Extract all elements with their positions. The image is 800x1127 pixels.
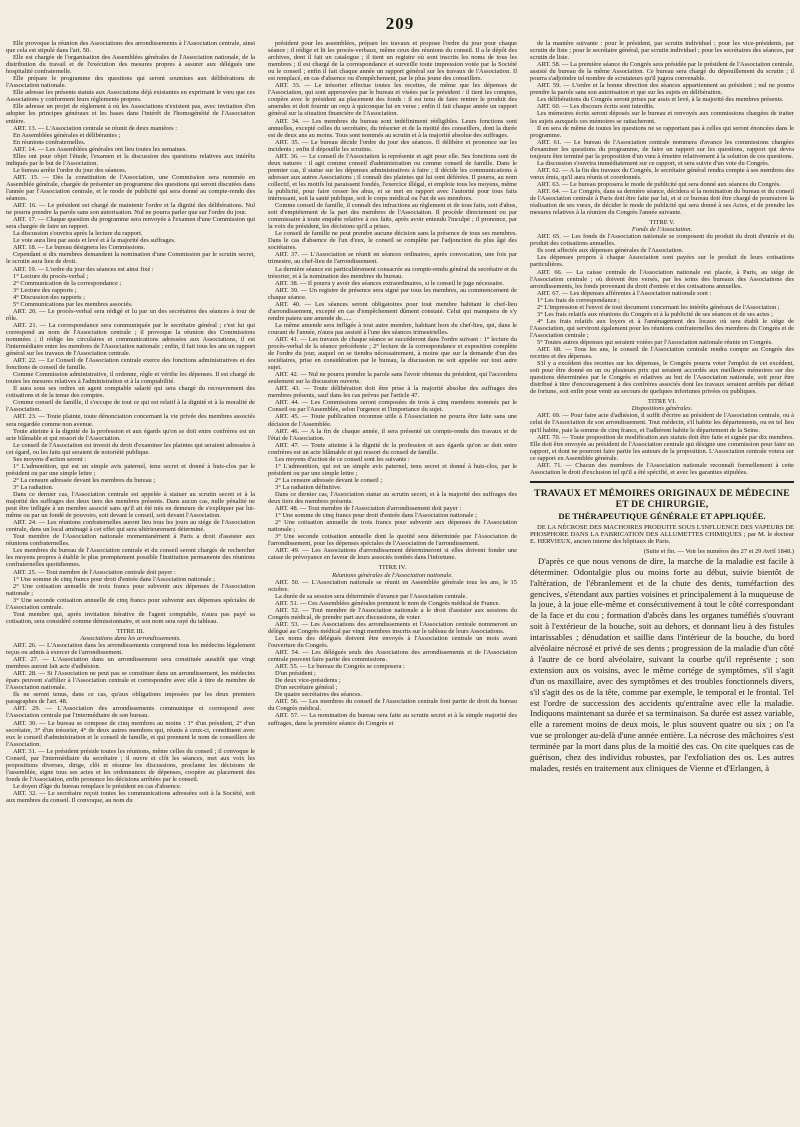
paragraph: ART. 47. — Toute atteinte à la dignité de la profession et aux égards qu'on se doit entre confrères est un acte blâmable et qui ressort du conseil de famille. xyxy=(268,441,517,456)
paragraph: ART. 53. — Les Associations des arrondissements et l'Association centrale nommeront un délégué au Congrès médical par vingt membres inscrits sur le tableau de leurs Associations. xyxy=(268,620,517,635)
paragraph: 1° Lecture du procès-verbal ; xyxy=(13,272,89,280)
paragraph: Dans ce dernier cas, l'Association statue au scrutin secret, et à la majorité des suffrages des deux tiers des membres présents. xyxy=(268,491,517,506)
paragraph: ART. 65. — Les fonds de l'Association nationale se composent du produit du droit d'entrée et du produit des cotisations annuelles. xyxy=(530,233,794,248)
paragraph: 1° Une somme de cinq francs pour droit d'entrée dans l'Association nationale ; xyxy=(13,575,215,583)
article-body: D'après ce que nous venons de dire, la marche de la maladie est facile à déterminer. Odontalgie plus ou moins forte au début, suivie bientôt de l'altération, de l'ébranlement et de la chute des dents, tuméfaction des gencives, s'étendant aux parties voisines et principalement à la muqueuse de la joue, à la joue elle-même et consécutivement à tout le côté correspondant de la face et du cou ; formation d'abcès dans les organes tuméfiés s'ouvrant soit à l'extérieur de la bouche, soit au dehors, et donnant lieu à des fistules intarissables ; dénudation et saillie dans l'intérieur de la bouche, du bord alvéolaire nécrosé et privé de ses dents ; progression de la maladie d'un côté à l'autre de ce bord alvéolaire, suivant la courbe qu'il représente ; son extension aux os voisins, avec le même cortége de symptômes, s'il s'agit d'un os maxillaire, avec des symptômes et des troubles fonctionnels divers, s'il s'agit des os de la tête, comme par exemple, le temporal et le frontal. Tel est l'ordre de succession des accidents qu'entraîne avec elle la maladie. Indiquons maintenant sa durée et sa terminaison. Sa durée est assez variable, elle a rarement moins de deux mois, le plus souvent quatre ou six ; on l'a vue se prolonger au-delà d'une année entière. La nécrose des mâchoires s'est terminée par la mort dans plus de la moitié des cas. On cite quelques cas de guérison, chez des individus robustes, par l'exfoliation des os. Les autres malades, restés en traitement aux cliniques de Vienne et d'Erlangen, à xyxy=(530,555,794,774)
paragraph: ART. 36. — Le conseil de l'Association la représente et agit pour elle. Ses fonctions sont de deux natures : il agit comme conseil d'administration ou comme conseil de famille. Dans le premier cas, il statue sur les dépenses administratives à faire ; il décide les communications à adresser aux autres Associations ; il connaît des plaintes qui lui sont déférées. Il pourra, au nom collectif, et les motifs lui paraissent fondés, l'exercice illégal, et emploie tous les moyens, même la publicité, pour faire cesser les abus, et se met en rapport avec l'autorité pour tous faits intéressant, soit la santé publique, soit le corps médical ou l'un de ses membres. xyxy=(268,152,517,203)
paragraph: ART. 39. — Un registre de présence sera signé par tous les membres, au commencement de chaque séance. xyxy=(268,286,517,301)
paragraph: ART. 60. — Les discours écrits sont interdits. xyxy=(537,103,655,111)
paragraph: ART. 59. — L'ordre et la bonne direction des séances appartiennent au président ; nul ne pourra prendre la parole sans son autorisation et que sur les sujets en délibération. xyxy=(530,82,794,97)
statute-paragraphs-titre4 xyxy=(268,579,517,727)
paragraph: président pour les assemblées, prépare les travaux et propose l'ordre du jour pour chaque séance ; il rédige et lit les procès-verbaux, même ceux des réunions du conseil. Il a le dépôt des archives, dont il fait un catalogue ; il tient un registre où sont inscrits les noms de tous les membres ; il est chargé de la correspondance et surveille toute impression votée par la Société ou le conseil ; enfin il fait chaque année un rapport général sur les travaux de l'Association. Il est remplacé, en cas d'absence ou d'empêchement, par le plus jeune des conseillers. xyxy=(268,40,517,83)
paragraph: ART. 20. — Le procès-verbal sera rédigé et lu par un des secrétaires des séances à tour de rôle. xyxy=(6,307,255,322)
paragraph: ART. 45. — Toute publication reconnue utile à l'Association ne pourra être faite sans une décision de l'Assemblée. xyxy=(268,413,517,428)
column-middle xyxy=(268,40,517,1123)
paragraph: Toute atteinte à la dignité de la profession et aux égards qu'on se doit entre confrères est un acte blâmable et qui ressort de l'Association. xyxy=(6,427,255,442)
paragraph: 3° La radiation définitive. xyxy=(275,483,342,491)
paragraph: 3° La radiation. xyxy=(13,483,54,491)
paragraph: ART. 56. — Les membres du conseil de l'Association centrale font partie de droit du bureau du Congrès médical. xyxy=(268,698,517,713)
paragraph: 5° Toutes autres dépenses qui seraient votées par l'Association nationale réunie en Congrès. xyxy=(537,338,773,346)
paragraph: Les membres du bureau de l'Association centrale et du conseil seront chargés de rechercher les moyens propres à établir le plus promptement possible l'institution permanente des réunions confraternelles quotidiennes. xyxy=(6,547,255,569)
paragraph: S'il y a excédent des recettes sur les dépenses, le Congrès pourra voter l'emploi de cet excédent, soit pour être donné en un ou plusieurs prix qui seraient accordés aux meilleurs mémoires sur des questions déterminées par le Congrès et relatives au but de l'Association nationale, soit pour être distribué à titre d'encouragement à des confrères associés dont les travaux seraient arrêtés par défaut de fortune, soit enfin pour venir au secours de quelques infortunes privées ou publiques. xyxy=(530,360,794,396)
paragraph: ART. 70. — Toute proposition de modification aux statuts doit être faite et signée par dix membres. Elle doit être envoyée au président de l'Association centrale qui désigne une commission pour faire un rapport, et dont ne pourront faire partie les auteurs de la proposition. L'Association centrale votera sur ce rapport en Assemblée générale. xyxy=(530,433,794,462)
paragraph: 3° Les frais relatifs aux réunions du Congrès et à la publicité de ses séances et de ses actes ; xyxy=(537,310,773,318)
paragraph: ART. 13. — L'Association centrale se réunit de deux manières : xyxy=(13,124,178,132)
paragraph: La dernière séance est particulièrement consacrée au compte-rendu général du secrétaire et du trésorier, et à la nomination des membres du bureau. xyxy=(268,265,517,280)
paragraph: ART. 14. — Les Assemblées générales ont lieu toutes les semaines. xyxy=(13,145,187,153)
paragraph: Les mémoires écrits seront déposés sur le bureau et renvoyés aux commissions chargées de traiter les sujets auxquels ces mémoires se rattacheront. xyxy=(530,110,794,125)
paragraph: ART. 29. — L'Association des arrondissements communique et correspond avec l'Association centrale par l'intermédiaire de son bureau. xyxy=(6,705,255,720)
paragraph: ART. 43. — Toute délibération doit être prise à la majorité absolue des suffrages des membres présents, sauf dans les cas prévus par l'article 47. xyxy=(268,385,517,400)
paragraph: ART. 41. — Les travaux de chaque séance se succéderont dans l'ordre suivant : 1° lecture du procès-verbal de la séance précédente ; 2° lecture de la correspondance et exposition complète de l'ordre du jour, auquel on se tiendra nécessairement, à moins que sur la demande d'un des sociétaires, prise en considération par le bureau, la discussion ne soit appelée sur tout autre sujet. xyxy=(268,335,517,372)
paragraph: ART. 22. — Le Conseil de l'Association centrale exerce des fonctions administratives et des fonctions de conseil de famille. xyxy=(6,357,255,372)
paragraph: ART. 54. — Les délégués seuls des Associations des arrondissements et de l'Association centrale peuvent faire partie des commissions. xyxy=(268,649,517,664)
paragraph: Dans ce dernier cas, l'Association centrale est appelée à statuer au scrutin secret et à la majorité des suffrages des deux tiers des membres présents. Dans aucun cas, nulle pénalité ne peut être infligée à un membre associé sans qu'il ait été mis en demeure de s'expliquer par lui-même ou par un fondé de pouvoirs, soit devant le conseil, soit devant l'Association. xyxy=(6,491,255,520)
paragraph: Les moyens d'action de ce conseil sont les suivants : xyxy=(275,455,410,463)
article-continuation-note: (Suite et fin. — Voir les numéros des 27 et 29 Avril 1848.) xyxy=(643,547,794,555)
paragraph: ART. 25. — Tout membre de l'Association centrale doit payer : xyxy=(13,568,176,576)
paragraph: ART. 51. — Ces Assemblées générales prennent le nom de Congrès médical de France. xyxy=(275,599,501,607)
paragraph: ART. 52. — Tout membre de l'Association nationale a le droit d'assister aux sessions du Congrès médical, de prendre part aux discussions, de voter. xyxy=(268,606,517,621)
statute-paragraphs-titre6 xyxy=(530,412,794,475)
article-lead: DE LA NÉCROSE DES MACHOIRES PRODUITE SOUS L'INFLUENCE DES VAPEURS DE PHOSPHORE DANS LA FABRICATION DES ALLUMETTES CHIMIQUES ; par M. le docteur E. HERVIEUX, ancien interne des hôpitaux de Paris. xyxy=(530,523,794,546)
paragraph: ART. 49. — Les Associations d'arrondissement détermineront si elles doivent fonder une caisse de prévoyance en faveur de leurs associés tombés dans l'infortune. xyxy=(268,547,517,562)
paragraph: En réunions confraternelles. xyxy=(13,138,86,146)
paragraph: D'un secrétaire général ; xyxy=(275,684,338,692)
paragraph: 2° Communication de la correspondance ; xyxy=(13,279,122,287)
paragraph: ART. 15. — Dès la constitution de l'Association, une Commission sera nommée en Assemblée générale, chargée de présenter un programme des questions qui seront discutées dans l'année par l'Association centrale, et le mode de publicité qui sera donné au compte-rendu des séances. xyxy=(6,173,255,203)
paragraph: 3° Une seconde cotisation annuelle de cinq francs pour subvenir aux dépenses spéciales de l'Association centrale. xyxy=(6,596,255,611)
section-divider xyxy=(530,481,794,483)
paragraph: ART. 69. — Pour faire acte d'adhésion, il suffit d'écrire au président de l'Association centrale, ou à celui de l'Association de son arrondissement. Tout médecin, s'il habite les départements, ou en tel lieu qu'il habite, paie la somme de cinq francs, et l'adhérent habite le département de la Seine. xyxy=(530,412,794,434)
titre-4-subheading: Réunions générales de l'Association nationale. xyxy=(332,571,453,579)
paragraph: Le conseil de famille ne peut prendre aucune décision sans la présence de tous ses membres. Dans le cas d'absence de l'un d'eux, le conseil se complète par l'adjonction du plus âgé des sociétaires. xyxy=(268,230,517,252)
paragraph: 2° L'impression et l'envoi de tout document concernant les intérêts généraux de l'Association ; xyxy=(537,303,780,311)
paragraph: ART. 64. — Le Congrès, dans sa dernière séance, décidera si la nomination du bureau et du conseil de l'Association centrale à Paris doit être faite par lui, et si ce bureau doit être chargé de poursuivre la réalisation de ses vœux, de décider le mode de publicité qui sera donné à ses Actes, et de prendre les mesures relatives à la réunion du Congrès l'année suivante. xyxy=(530,187,794,217)
paragraph: Les noms des délégués doivent être envoyés à l'Association centrale un mois avant l'ouverture du Congrès. xyxy=(268,634,517,649)
paragraph: 1° L'admonition, qui est un simple avis paternel, tenu secret et donné à huis-clos, par le président ou par une simple lettre ; xyxy=(268,462,517,477)
titre-6-heading: TITRE VI. xyxy=(647,398,677,406)
paragraph: ART. 61. — Le bureau de l'Association centrale nommera d'avance les commissions chargées d'examiner les questions du programme, de faire un rapport sur les questions, rapport qui devra toujours être terminé par la proposition d'un vœu à émettre relativement à la solution de ces questions. xyxy=(530,138,794,160)
paragraph: Les délibérations du Congrès seront prises par assis et levé, à la majorité des membres présents. xyxy=(537,96,784,104)
paragraph: ART. 37. — L'Association se réunit en séances ordinaires, après convocation, une fois par trimestre, au chef-lieu de l'arrondissement. xyxy=(268,251,517,266)
column-right xyxy=(530,40,794,1123)
paragraph: ART. 26. — L'Association dans les arrondissements comprend tous les médecins légalement reçus ou admis à exercer de l'arrondissement. xyxy=(6,641,255,657)
paragraph: ART. 21. — La correspondance sera communiquée par le secrétaire général ; c'est lui qui correspond au nom de l'Association centrale ; il provoque la réunion des Commissions nommées ; il rédige les circulaires et communications adressées aux Associations, il est l'intermédiaire entre les membres de l'Association nationale ; enfin, il fait tous les ans un rapport général sur les travaux de l'Association centrale. xyxy=(6,321,255,358)
paragraph: Elle adresse les présents statuts aux Associations déjà existantes en exprimant le vœu que ces Associations y conforment leurs règlements propres. xyxy=(6,89,255,104)
paragraph: 2° La censure adressée devant le conseil ; xyxy=(275,476,383,484)
paragraph: Le vote aura lieu par assis et levé et à la majorité des suffrages. xyxy=(13,237,176,245)
paragraph: ART. 58. — La première séance du Congrès sera présidée par le président de l'Association centrale, assisté du bureau de la même Association. Ce bureau sera chargé du dépouillement du scrutin ; il pourra s'adjoindre tel nombre de scrutateurs qu'il jugera convenable. xyxy=(530,61,794,83)
paragraph: Comme Commission administrative, il ordonne, règle et vérifie les dépenses. Il est chargé de toutes les mesures relatives à l'administration et à la comptabilité. xyxy=(6,371,255,386)
paragraph: de la manière suivante : pour le président, par scrutin individuel ; pour les vice-présidents, par scrutin de liste ; pour le secrétaire général, par scrutin individuel ; pour les secrétaires des séances, par scrutin de liste. xyxy=(530,40,794,62)
paragraph: ART. 67. — Les dépenses afférentes à l'Association nationale sont : xyxy=(537,289,712,297)
paragraph: Elle provoque la réunion des Associations des arrondissements à l'Association centrale, ainsi que cela est stipulé dans l'art. 50. xyxy=(6,40,255,55)
paragraph: ART. 46. — A la fin de chaque année, il sera présenté un compte-rendu des travaux et de l'état de l'Association. xyxy=(268,427,517,442)
paragraph: La même amende sera infligée à tout autre membre, habitant hors du chef-lieu, qui, dans le courant de l'année, n'aura pas assisté à l'une des séances trimestrielles. xyxy=(268,321,517,336)
paragraph: Tout membre qui, après invitation itérative de l'agent comptable, n'aura pas payé sa cotisation, sera considéré comme démissionnaire, et son nom sera rayé du tableau. xyxy=(6,610,255,625)
paragraph: ART. 68. — Tous les ans, le conseil de l'Association centrale rendra compte au Congrès des recettes et des dépenses. xyxy=(530,346,794,361)
paragraph: ART. 63. — Le bureau proposera le mode de publicité qui sera donné aux séances du Congrès. xyxy=(537,180,781,188)
statute-paragraphs-titre3 xyxy=(6,642,255,804)
paragraph: ART. 28. — Si l'Association ne peut pas se constituer dans un arrondissement, les médecins épars peuvent s'affilier à l'Association centrale et correspondre avec elle à titre de membre de l'Association nationale. xyxy=(6,670,255,692)
titre-5-subheading: Fonds de l'Association. xyxy=(631,226,693,234)
paragraph: Elle adresse un projet de règlement à où les Associations n'existent pas, avec invitation d'en adopter les principes généraux et les bases dans l'intérêt de l'homogénéité de l'Association entière. xyxy=(6,103,255,125)
paragraph: ART. 17. — Chaque question du programme sera renvoyée à l'examen d'une Commission qui sera chargée de faire un rapport. xyxy=(6,216,255,231)
paragraph: Elle prépare le programme des questions qui seront soumises aux délibérations de l'Association nationale. xyxy=(6,75,255,90)
paragraph: ART. 71. — Chacun des membres de l'Association nationale reconnaît formellement à cette Association le droit d'exclusion tel qu'il a été spécifié, et avec les garanties stipulées. xyxy=(530,461,794,476)
section-title-line-3: DE THÉRAPEUTIQUE GÉNÉRALE ET APPLIQUÉE. xyxy=(558,510,766,521)
paragraph: ART. 44. — Les Commissions seront composées de trois à cinq membres nommés par le Conseil ou par l'Assemblée, selon l'urgence et l'importance du sujet. xyxy=(268,399,517,414)
page-number: 209 xyxy=(385,14,415,33)
titre-5-heading: TITRE V. xyxy=(649,219,675,227)
paragraph: D'un président ; xyxy=(275,670,316,678)
paragraph: La durée de sa session sera déterminée d'avance par l'Association centrale. xyxy=(275,592,467,600)
paragraph: Comme conseil de famille, il s'occupe de tout ce qui est relatif à la dignité et à la moralité de l'Association. xyxy=(6,399,255,414)
paragraph: 4° Discussion des rapports ; xyxy=(13,293,85,301)
paragraph: Le bureau arrête l'ordre du jour des séances. xyxy=(13,166,127,174)
paragraph: ART. 27. — L'Association dans un arrondissement sera constituée aussitôt que vingt membres auront fait acte d'adhésion. xyxy=(6,656,255,671)
section-title-line-2: ET DE CHIRURGIE, xyxy=(615,499,709,511)
paragraph: Tout membre de l'Association nationale momentanément à Paris a droit d'assister aux réunions confraternelles. xyxy=(6,533,255,548)
paragraph: 2° Une cotisation annuelle de trois francs pour subvenir aux dépenses de l'Association nationale ; xyxy=(6,582,255,597)
paragraph: ART. 19. — L'ordre du jour des séances est ainsi fixé : xyxy=(13,265,154,273)
paragraph: La discussion s'ouvrira après la lecture du rapport. xyxy=(13,230,143,238)
paragraph: ART. 62. — A la fin des travaux du Congrès, le secrétaire général rendra compte à ses membres des vœux émis, qu'il aura réunis et coordonnés. xyxy=(530,166,794,181)
titre-3-heading: TITRE III. xyxy=(116,627,145,635)
section-title-line-1: TRAVAUX ET MÉMOIRES ORIGINAUX DE MÉDECINE xyxy=(534,487,790,499)
paragraph: ART. 66. — La caisse centrale de l'Association nationale est placée, à Paris, au siége de l'Association centrale ; où doivent être versés, par les soins des bureaux des Associations des arrondissements, les fonds provenant du droit d'entrée et des cotisations annuelles. xyxy=(530,268,794,290)
paragraph: 1° L'admonition, qui est un simple avis paternel, tenu secret et donné à huis-clos par le président ou par une simple lettre ; xyxy=(6,462,255,477)
paragraph: La discussion s'ouvrira immédiatement sur ce rapport, et sera suivie d'un vote du Congrès. xyxy=(537,159,770,167)
paragraph: ART. 18. — Le bureau désignera les Commissions. xyxy=(13,244,146,252)
paragraph: Ils ne seront tenus, dans ce cas, qu'aux obligations imposées par les deux premiers paragraphes de l'art. 48. xyxy=(6,691,255,706)
column-left xyxy=(6,40,255,1123)
titre-3-subheading: Associations dans les arrondissements. xyxy=(80,634,181,642)
paragraph: ART. 33. — Le trésorier effectue toutes les recettes, de même que les dépenses de l'Association, qui sont approuvées par le bureau et visées par le président : il tient les comptes, coopère avec le président au placement des fonds : il est tenu de faire rentrer le produit des amendes et doit fournir un reçu à quiconque lui en verse ; enfin il fait chaque année un rapport général sur la situation financière de l'Association. xyxy=(268,82,517,118)
paragraph: De quatre secrétaires des séances. xyxy=(275,691,363,699)
paragraph: ART. 30. — Le bureau se compose de cinq membres au moins : 1° d'un président, 2° d'un secrétaire, 3° d'un trésorier, 4° de deux autres membres qui, réunis à ceux-ci, constituent avec eux le conseil d'administration et le conseil de famille, et qui prennent le nom de conseillers de l'Association. xyxy=(6,719,255,748)
titre-4-heading: TITRE IV. xyxy=(378,564,407,572)
paragraph: Comme conseil de famille, il connaît des infractions au règlement et de tous faits, soit d'abus, soit d'empiétement de la part des membres de l'Association. Il procède directement ou par commissaire à toute enquête relative à ces faits, après avoir entendu l'inculpé ; il prononce, par la voix du président, les décisions qu'il a prises. xyxy=(268,202,517,231)
paragraph: Ses moyens d'action seront : xyxy=(13,455,87,463)
paragraph: ART. 35. — Le bureau décide l'ordre du jour des séances. Il délibère et prononce sur les incidents ; enfin il dépouille les scrutins. xyxy=(268,138,517,153)
paragraph: Il aura sous ses ordres un agent comptable salarié qui sera chargé du recouvrement des cotisations et de la tenue des comptes. xyxy=(6,385,255,400)
statute-paragraphs-titre2 xyxy=(6,40,255,625)
paragraph: Ils sont affectés aux dépenses générales de l'Association. xyxy=(537,247,684,255)
paragraph: ART. 16. — Le président est chargé de maintenir l'ordre et la dignité des délibérations. Nul ne pourra prendre la parole sans son autorisation. Nul ne pourra parler que sur l'ordre du jour. xyxy=(6,202,255,217)
paragraph: Cependant si dix membres demandent la nomination d'une Commission par le scrutin secret, le scrutin aura lieu de droit. xyxy=(6,251,255,266)
statute-paragraphs-titre3-cont xyxy=(268,40,517,561)
statute-paragraphs-titre4-cont xyxy=(530,40,794,216)
paragraph: ART. 23. — Toute plainte, toute dénonciation concernant la vie privée des membres associés sera regardée comme non avenue. xyxy=(6,413,255,428)
paragraph: Elle est chargée de l'organisation des Assemblées générales de l'Association nationale, de la distribution du travail et de l'exécution des mesures propres à assurer aux délégués une hospitalité confraternelle. xyxy=(6,54,255,76)
paragraph: ART. 24. — Les réunions confraternelles auront lieu tous les jours au siége de l'Association centrale, dans un local aménagé à cet effet qui sera ultérieurement déterminé. xyxy=(6,519,255,534)
paragraph: ART. 32. — Le secrétaire reçoit toutes les communications adressées soit à la Société, soit aux membres du conseil. Il convoque, au nom du xyxy=(6,789,255,805)
paragraph: 1° Une somme de cinq francs pour droit d'entrée dans l'Association nationale ; xyxy=(275,512,477,520)
paragraph: ART. 55. — Le bureau du Congrès se composera : xyxy=(275,663,405,671)
paragraph: Le doyen d'âge du bureau remplace le président en cas d'absence. xyxy=(13,782,182,790)
paragraph: De deux vice-présidents ; xyxy=(275,677,341,685)
paragraph: 5° Communications par les membres associés. xyxy=(13,300,133,308)
paragraph: ART. 31. — Le président préside toutes les réunions, même celles du conseil ; il convoque le Conseil, par l'intermédiaire du secrétaire ; il ouvre et clôt les séances, met aux voix les propositions diverses, dirige, clôt et résume les discussions, proclame les décisions de l'assemblée, signe tous ses actes et les ordonnances de dépenses, coopère au placement des fonds de l'Association, enfin prononce les décisions arrêtées par le conseil. xyxy=(6,747,255,783)
paragraph: 1° Les frais de correspondance ; xyxy=(537,296,620,304)
paragraph: Il en sera de même de toutes les questions ne se rapportant pas à celles qui seront énoncées dans le programme. xyxy=(530,124,794,139)
paragraph: ART. 38. — Il pourra y avoir des séances extraordinaires, si le conseil le juge nécessaire. xyxy=(275,279,504,287)
paragraph: ART. 40. — Les séances seront obligatoires pour tout membre habitant le chef-lieu d'arrondissement, excepté en cas d'empêchement dûment constaté. Celui qui manquera de s'y rendre paiera une amende de...... xyxy=(268,300,517,322)
paragraph: Elles ont pour objet l'étude, l'examen et la discussion des questions relatives aux intérêts indiqués par le but de l'Association. xyxy=(6,152,255,167)
paragraph: 4° Les frais relatifs aux loyers et à l'aménagement des locaux où sera établi le siége de l'Association, qui serviront également pour les réunions confraternelles des membres du Congrès et de l'Association centrale ; xyxy=(530,317,794,339)
paragraph: ART. 34. — Les membres du bureau sont indéfiniment rééligibles. Leurs fonctions sont annuelles, excepté celles du secrétaire, du trésorier et de la moitié des conseillers, dont la durée est de deux ans au moins. Tous sont nommés au scrutin et à la majorité absolue des suffrages. xyxy=(268,117,517,139)
paragraph: 3° Lecture des rapports ; xyxy=(13,286,77,294)
paragraph: En Assemblées générales et délibérantes ; xyxy=(13,131,121,139)
statute-paragraphs-titre5 xyxy=(530,233,794,395)
titre-6-subheading: Dispositions générales. xyxy=(631,405,693,413)
paragraph: 2° La censure adressée devant les membres du bureau ; xyxy=(13,476,156,484)
paragraph: Les dépenses propres à chaque Association sont payées sur le produit de leurs cotisations particulières. xyxy=(530,254,794,269)
paragraph: ART. 57. — La nomination du bureau sera faite au scrutin secret et à la simple majorité des suffrages, dans la première séance du Congrès et xyxy=(268,712,517,727)
paragraph: ART. 42. — Nul ne pourra prendre la parole sans l'avoir obtenue du président, qui l'accordera seulement sur la discussion ouverte. xyxy=(268,371,517,386)
paragraph: 3° Une seconde cotisation annuelle dont la quotité sera déterminée par l'Association de l'arrondissement, pour les dépenses spéciales de l'Association de l'arrondissement. xyxy=(268,533,517,548)
paragraph: 2° Une cotisation annuelle de trois francs pour subvenir aux dépenses de l'Association nationale ; xyxy=(268,519,517,534)
paragraph: ART. 50. — L'Association nationale se réunit en Assemblée générale tous les ans, le 15 octobre. xyxy=(268,578,517,593)
paragraph: ART. 48. — Tout membre de l'Association d'arrondissement doit payer : xyxy=(275,505,462,513)
paragraph: Le conseil de l'Association est investi du droit d'examiner les plaintes qui seraient adressées à cet égard, ou les faits qui seraient de notoriété publique. xyxy=(6,441,255,456)
